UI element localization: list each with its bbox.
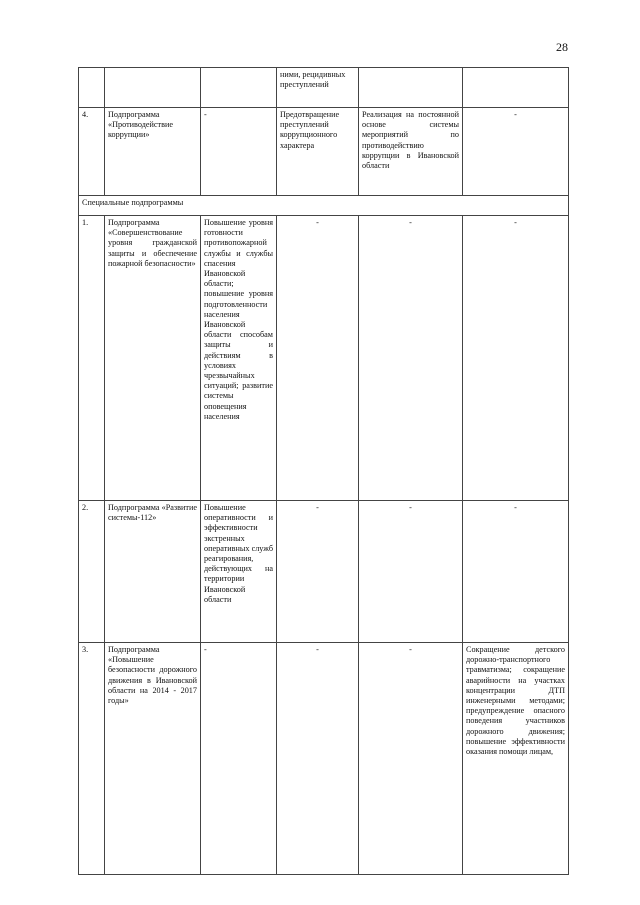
cell-col5: -	[359, 501, 463, 643]
cell-col6	[463, 68, 569, 108]
subprogram-name: Подпрограмма «Противодействие коррупции»	[105, 108, 201, 196]
row-number: 2.	[79, 501, 105, 643]
subprogram-name: Подпрограмма «Совершенствование уровня гражданской защиты и обеспечение пожарной безопасности»	[105, 216, 201, 501]
cell-col3	[201, 68, 277, 108]
row-number: 1.	[79, 216, 105, 501]
cell-col6: Сокращение детского дорожно-транспортного травматизма; сокращение аварийности на участках концентрации ДТП инженерными методами; предупреждение опасного поведения участников дорожного движения; повышение эффективности оказания помощи лицам,	[463, 643, 569, 875]
subprogram-name	[105, 68, 201, 108]
cell-col3: -	[201, 108, 277, 196]
cell-col6: -	[463, 216, 569, 501]
cell-col4: -	[277, 643, 359, 875]
subprogram-name: Подпрограмма «Повышение безопасности дорожного движения в Ивановской области на 2014 - 2017 годы»	[105, 643, 201, 875]
cell-col3: Повышение уровня готовности противопожарной службы и службы спасения Ивановской области; повышение уровня подготовленности населения Ивановской области способам защиты и действиям в условиях чрезвычайных ситуаций; развитие системы оповещения населения	[201, 216, 277, 501]
cell-col5: -	[359, 216, 463, 501]
cell-col4: ними, рецидивных преступлений	[277, 68, 359, 108]
section-row	[79, 196, 569, 216]
cell-col4: -	[277, 501, 359, 643]
table-row	[79, 108, 569, 196]
cell-col3: -	[201, 643, 277, 875]
page-number: 28	[556, 40, 568, 54]
table-row	[79, 501, 569, 643]
subprograms-table	[78, 67, 569, 875]
row-number: 3.	[79, 643, 105, 875]
cell-col5: -	[359, 643, 463, 875]
cell-col3: Повышение оперативности и эффективности экстренных оперативных служб реагирования, действующих на территории Ивановской области	[201, 501, 277, 643]
table-row	[79, 216, 569, 501]
cell-col5	[359, 68, 463, 108]
cell-col6: -	[463, 108, 569, 196]
table-row	[79, 68, 569, 108]
cell-col5: Реализация на постоянной основе системы мероприятий по противодействию коррупции в Ивановской области	[359, 108, 463, 196]
row-number	[79, 68, 105, 108]
subprogram-name: Подпрограмма «Развитие системы-112»	[105, 501, 201, 643]
table-row	[79, 643, 569, 875]
cell-col4: -	[277, 216, 359, 501]
section-title: Специальные подпрограммы	[79, 196, 569, 216]
cell-col4: Предотвращение преступлений коррупционного характера	[277, 108, 359, 196]
row-number: 4.	[79, 108, 105, 196]
cell-col6: -	[463, 501, 569, 643]
